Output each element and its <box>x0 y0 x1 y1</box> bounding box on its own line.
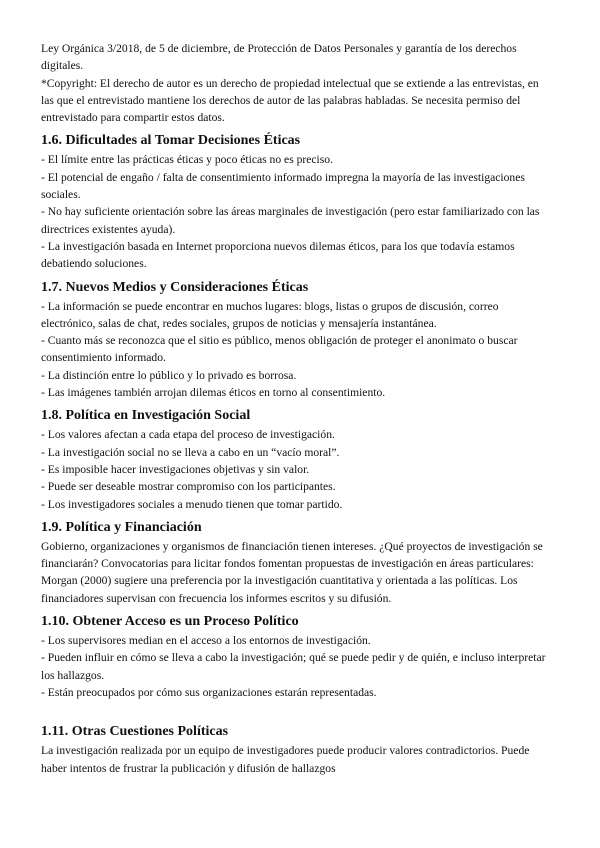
section-heading: 1.8. Política en Investigación Social <box>41 408 251 424</box>
section-1-10 <box>41 613 548 701</box>
section-1-9 <box>41 519 548 607</box>
section-paragraph: Gobierno, organizaciones y organismos de financiación tienen intereses. ¿Qué proyectos de investigación se financiarán? Convocatorias para licitar fondos fomentan propuestas de investigación en áreas particulares: Morgan (2000) sugiere una preferencia por la investigación cuantitativa y orientada a las políticas. Los financiadores supervisan con frecuencia los informes escritos y su difusión. <box>41 539 543 605</box>
section-1-11 <box>41 723 548 777</box>
section-1-6 <box>41 132 548 272</box>
section-line: - Los valores afectan a cada etapa del proceso de investigación. <box>41 428 335 442</box>
section-heading: 1.7. Nuevos Medios y Consideraciones Éticas <box>41 279 309 295</box>
section-line: - El límite entre las prácticas éticas y poco éticas no es preciso. <box>41 153 333 167</box>
section-line: - Los investigadores sociales a menudo tienen que tomar partido. <box>41 497 343 511</box>
section-line: - La distinción entre lo público y lo privado es borrosa. <box>41 368 297 382</box>
section-heading: 1.6. Dificultades al Tomar Decisiones Éticas <box>41 133 301 149</box>
section-heading: 1.9. Política y Financiación <box>41 519 202 535</box>
section-line: - La investigación basada en Internet proporciona nuevos dilemas éticos, para los que todavía estamos debatiendo soluciones. <box>41 239 515 271</box>
section-line: - Las imágenes también arrojan dilemas éticos en torno al consentimiento. <box>41 386 386 400</box>
section-line: - Pueden influir en cómo se lleva a cabo la investigación; qué se puede pedir y de quién, e incluso interpretar los hallazgos. <box>41 651 546 682</box>
section-line: - Puede ser deseable mostrar compromiso con los participantes. <box>41 480 336 494</box>
section-line: - El potencial de engaño / falta de consentimiento informado impregna la mayoría de las investigaciones sociales. <box>41 170 525 202</box>
section-line: - Es imposible hacer investigaciones objetivas y sin valor. <box>41 462 310 476</box>
section-heading: 1.10. Obtener Acceso es un Proceso Político <box>41 614 299 630</box>
section-line: - No hay suficiente orientación sobre las áreas marginales de investigación (pero estar familiarizado con las directrices existentes ayuda). <box>41 205 540 236</box>
section-line: - La información se puede encontrar en muchos lugares: blogs, listas o grupos de discusión, correo electrónico, salas de chat, redes sociales, grupos de noticias y mensajería instantánea. <box>41 299 499 330</box>
intro-copyright-note: *Copyright: El derecho de autor es un derecho de propiedad intelectual que se extiende a las entrevistas, en las que el entrevistado mantiene los derechos de autor de las palabras habladas. Se necesita permiso del entrevistado para compartir estos datos. <box>41 76 539 125</box>
section-line: - La investigación social no se lleva a cabo en un “vacío moral”. <box>41 445 340 459</box>
section-line: - Los supervisores median en el acceso a los entornos de investigación. <box>41 634 371 648</box>
intro-law-reference: Ley Orgánica 3/2018, de 5 de diciembre, de Protección de Datos Personales y garantía de los derechos digitales. <box>41 42 517 73</box>
section-heading: 1.11. Otras Cuestiones Políticas <box>41 724 229 740</box>
section-1-8 <box>41 407 548 512</box>
section-line: - Cuanto más se reconozca que el sitio es público, menos obligación de proteger el anonimato o buscar consentimiento informado. <box>41 334 518 365</box>
intro-block <box>41 40 548 126</box>
section-paragraph: La investigación realizada por un equipo de investigadores puede producir valores contradictorios. Puede haber intentos de frustrar la publicación y difusión de hallazgos <box>41 744 530 775</box>
section-1-7 <box>41 279 548 402</box>
section-line: - Están preocupados por cómo sus organizaciones estarán representadas. <box>41 685 377 699</box>
